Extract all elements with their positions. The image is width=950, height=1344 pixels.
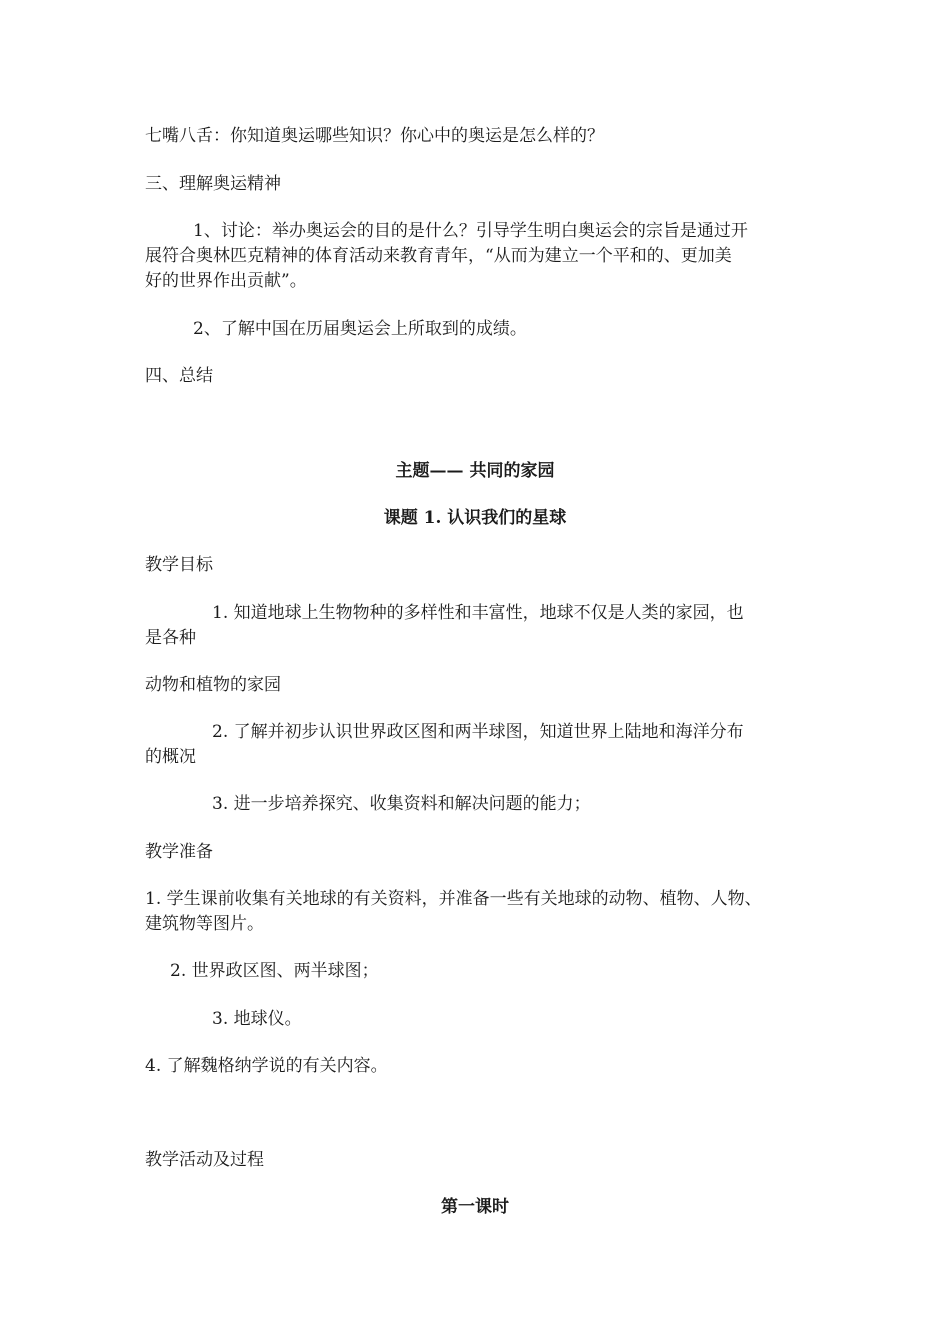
preparation-heading: 教学准备 (145, 842, 213, 862)
heading-section-three: 三、理解奥运精神 (145, 174, 281, 194)
paragraph-discuss-line-1: 1、讨论：举办奥运会的目的是什么？引导学生明白奥运会的宗旨是通过开 (193, 221, 748, 241)
heading-section-four: 四、总结 (145, 366, 213, 386)
objective-2-line-2: 的概况 (145, 747, 196, 767)
objective-2-line-1: 2. 了解并初步认识世界政区图和两半球图，知道世界上陆地和海洋分布 (212, 722, 744, 742)
preparation-3: 3. 地球仪。 (212, 1009, 302, 1029)
theme-title: 主题—— 共同的家园 (395, 461, 555, 481)
session-title: 第一课时 (441, 1197, 509, 1217)
preparation-1-line-2: 建筑物等图片。 (145, 914, 264, 934)
preparation-4: 4. 了解魏格纳学说的有关内容。 (145, 1056, 388, 1076)
objective-1-line-3: 动物和植物的家园 (145, 675, 281, 695)
paragraph-achievements: 2、了解中国在历届奥运会上所取到的成绩。 (193, 319, 527, 339)
objectives-heading: 教学目标 (145, 555, 213, 575)
lesson-title: 课题 1. 认识我们的星球 (383, 508, 567, 528)
paragraph-qizui: 七嘴八舌：你知道奥运哪些知识？你心中的奥运是怎么样的？ (145, 126, 604, 146)
activities-heading: 教学活动及过程 (145, 1150, 264, 1170)
paragraph-discuss-line-2: 展符合奥林匹克精神的体育活动来教育青年，“从而为建立一个平和的、更加美 (145, 246, 732, 266)
paragraph-discuss-line-3: 好的世界作出贡献”。 (145, 271, 307, 291)
objective-1-line-1: 1. 知道地球上生物物种的多样性和丰富性，地球不仅是人类的家园，也 (212, 603, 744, 623)
preparation-2: 2. 世界政区图、两半球图； (170, 961, 379, 981)
objective-1-line-2: 是各种 (145, 628, 196, 648)
preparation-1-line-1: 1. 学生课前收集有关地球的有关资料，并准备一些有关地球的动物、植物、人物、 (145, 889, 762, 909)
objective-3: 3. 进一步培养探究、收集资料和解决问题的能力； (212, 794, 591, 814)
